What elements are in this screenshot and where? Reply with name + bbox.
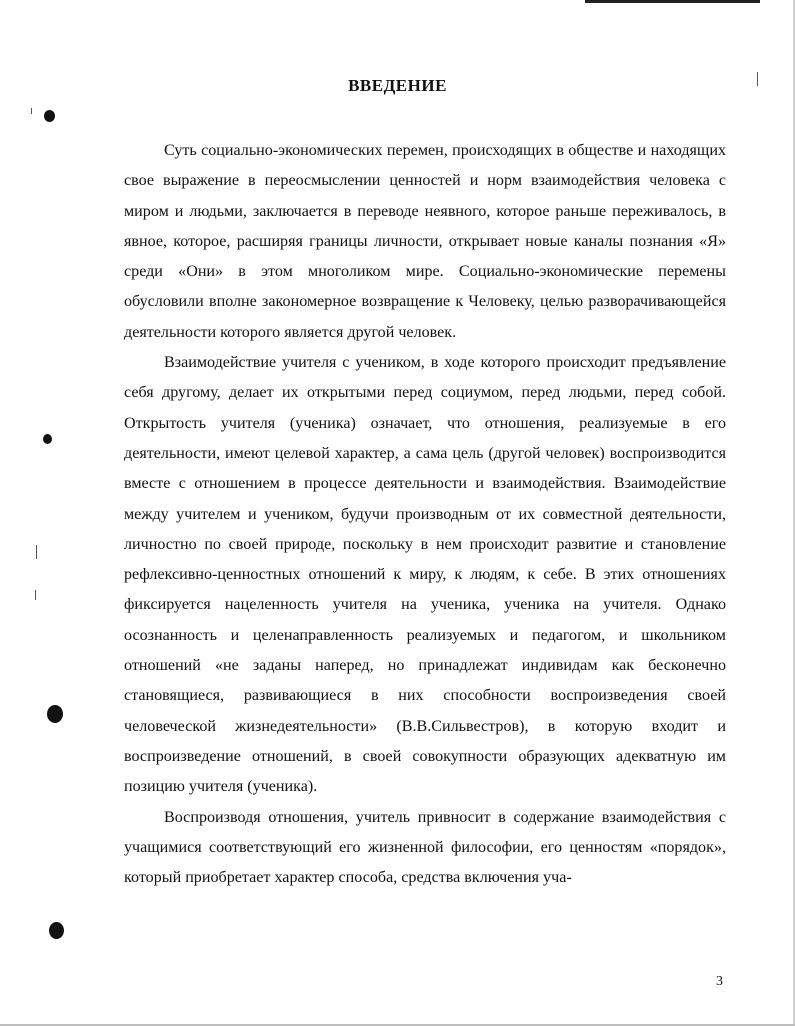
scan-tick-2 — [36, 545, 37, 559]
page-number: 3 — [716, 974, 723, 989]
scan-top-rule — [585, 0, 760, 3]
paragraph-1: Суть социально-экономических перемен, происходящих в обществе и находящих свое выражение в переосмыслении ценностей и норм взаимодействия человека с миром и людьми, заключается в переводе неявного, которое раньше переживалось, в явное, которое, расширяя границы личности, открывает новые каналы познания «Я» среди «Они» в этом многоликом мире. Социально-экономические перемены обусловили вполне закономерное возвращение к Человеку, целью разворачивающейся деятельности которого является другой человек. — [124, 142, 726, 341]
scan-tick-1 — [31, 108, 32, 114]
scan-mark-2 — [43, 434, 52, 444]
binder-hole-1 — [47, 705, 63, 723]
document-body — [124, 136, 726, 893]
scan-mark-1 — [44, 110, 55, 122]
page-title: ВВЕДЕНИЕ — [348, 76, 447, 95]
paragraph-3: Воспроизводя отношения, учитель привносит в содержание взаимодействия с учащимися соответствующий его жизненной философии, его ценностям «порядок», который приобретает характер способа, средства включения уча- — [124, 808, 726, 887]
scan-tick-3 — [35, 590, 36, 600]
paragraph-2: Взаимодействие учителя с учеником, в ходе которого происходит предъявление себя другому, делает их открытыми перед социумом, перед людьми, перед собой. Открытость учителя (ученика) означает, что отношения, реализуемые в его деятельности, имеют целевой характер, а сама цель (другой человек) воспроизводится вместе с отношением в процессе деятельности и взаимодействия. Взаимодействие между учителем и учеником, будучи производным от их совместной деятельности, личностно по своей природе, поскольку в нем происходит развитие и становление рефлексивно-ценностных отношений к миру, к людям, к себе. В этих отношениях фиксируется нацеленность учителя на ученика, ученика на учителя. Однако осознанность и целенаправленность реализуемых и педагогом, и школьником отношений «не заданы наперед, но принадлежат индивидам как бесконечно становящиеся, развивающиеся в них способности воспроизведения своей человеческой жизнедеятельности» (В.В.Сильвестров), в которую входит и воспроизведение отношений, в своей совокупности образующих адекватную им позицию учителя (ученика). — [124, 354, 726, 796]
binder-hole-2 — [49, 922, 64, 939]
